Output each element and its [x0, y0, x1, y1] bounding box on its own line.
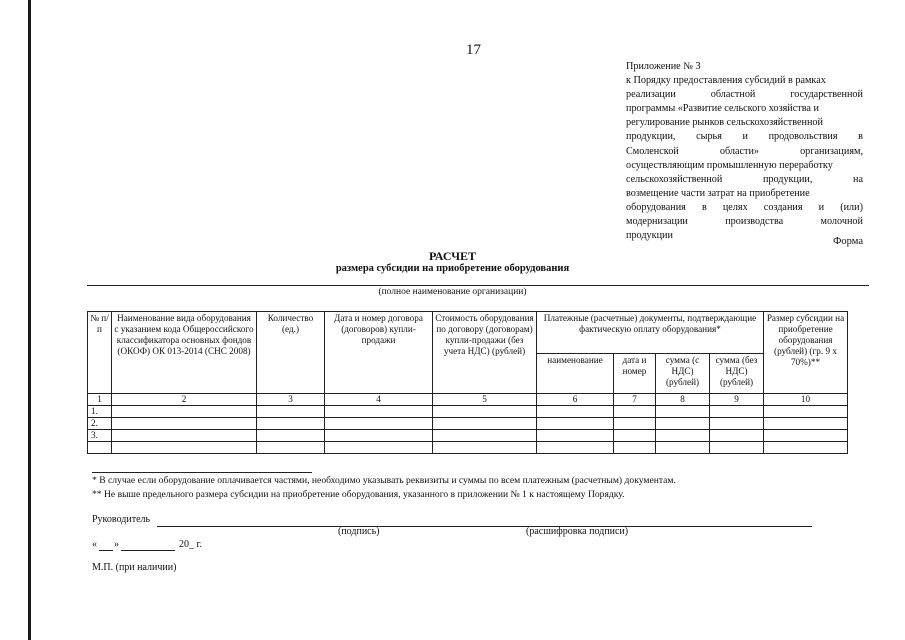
table-cell [656, 430, 710, 442]
appendix-line [626, 130, 863, 144]
table-cell [710, 406, 764, 418]
appendix-word: (или) [840, 201, 863, 213]
date-year: 20_ г. [179, 539, 202, 550]
header-subsidy: Размер субсидии на приобретение оборудования (рублей) (гр. 9 х 70%)** [764, 312, 848, 394]
column-number: 1 [88, 394, 112, 406]
table-cell [433, 406, 537, 418]
header-num: № п/п [88, 312, 112, 394]
appendix-word: производства [725, 216, 784, 228]
appendix-word: продукции, [626, 131, 676, 143]
appendix-line: возмещение части затрат на приобретение [626, 187, 810, 199]
header-sum-without-vat: сумма (без НДС) (рублей) [710, 354, 764, 394]
calculation-table [87, 311, 848, 454]
organization-name-line [87, 285, 869, 286]
row-number: 2. [88, 418, 112, 430]
table-cell [537, 406, 614, 418]
table-cell [325, 418, 433, 430]
appendix-line: к Порядку предоставления субсидий в рамках [626, 75, 826, 87]
header-sum-with-vat: сумма (с НДС) (рублей) [656, 354, 710, 394]
table-cell [257, 430, 325, 442]
appendix-word: в [858, 131, 863, 143]
appendix-word: государственной [790, 89, 863, 101]
appendix-line [626, 145, 863, 159]
header-payment-name: наименование [537, 354, 614, 394]
column-number: 2 [112, 394, 257, 406]
signature-decode-caption: (расшифровка подписи) [526, 526, 629, 537]
signature-line [157, 526, 812, 527]
table-cell [710, 418, 764, 430]
column-number: 4 [325, 394, 433, 406]
form-label: Форма [833, 236, 863, 247]
table-cell [257, 406, 325, 418]
table-cell [710, 442, 764, 454]
appendix-word: продовольствия [768, 131, 838, 143]
appendix-word: организациям, [800, 145, 863, 157]
table-cell [325, 430, 433, 442]
table-cell [433, 418, 537, 430]
table-cell [537, 430, 614, 442]
footnote-separator [92, 472, 312, 473]
table-cell [614, 430, 656, 442]
header-payment-docs: Платежные (расчетные) документы, подтверждающие фактическую оплату оборудования* [537, 312, 764, 354]
appendix-word: реализации [626, 89, 676, 101]
appendix-line [626, 173, 863, 187]
table-cell [614, 442, 656, 454]
appendix-line: продукции [626, 230, 673, 242]
table-cell [764, 442, 848, 454]
appendix-word: в [701, 201, 707, 213]
appendix-word: областной [710, 89, 756, 101]
table-row [88, 430, 848, 442]
table-row [88, 406, 848, 418]
page-number: 17 [466, 42, 481, 58]
table-cell [257, 442, 325, 454]
table-cell [764, 418, 848, 430]
row-number: 1. [88, 406, 112, 418]
header-quantity: Количество (ед.) [257, 312, 325, 394]
date-day-line [99, 550, 113, 551]
appendix-header [626, 60, 863, 243]
header-contract: Дата и номер договора (договоров) купли-продажи [325, 312, 433, 394]
appendix-word: модернизации [626, 216, 688, 228]
table-cell [112, 418, 257, 430]
table-cell [656, 442, 710, 454]
appendix-word: целях [722, 201, 748, 213]
date-open-quote: « [92, 539, 97, 550]
stamp-label: М.П. (при наличии) [92, 562, 177, 573]
header-payment-date: дата и номер [614, 354, 656, 394]
table-cell [614, 406, 656, 418]
table-cell [537, 442, 614, 454]
appendix-word: оборудования [626, 201, 686, 213]
table-cell [764, 406, 848, 418]
column-number: 8 [656, 394, 710, 406]
table-row [88, 418, 848, 430]
appendix-word: молочной [820, 216, 863, 228]
table-cell [764, 430, 848, 442]
header-cost: Стоимость оборудования по договору (договорам) купли-продажи (без учета НДС) (рублей) [433, 312, 537, 394]
row-number: 3. [88, 430, 112, 442]
table-cell [257, 418, 325, 430]
appendix-word: продукции, [762, 173, 813, 185]
appendix-word: сельскохозяйственной [626, 173, 723, 185]
footnote-1: * В случае если оборудование оплачивается частями, необходимо указывать реквизиты и суммы по всем платежным (расчетным) документам. [92, 475, 676, 486]
appendix-line: осуществляющим промышленную переработку [626, 159, 833, 171]
appendix-line: регулирование рынков сельскохозяйственной [626, 117, 823, 129]
signature-caption: (подпись) [338, 526, 380, 537]
table-cell [614, 418, 656, 430]
table-cell [433, 430, 537, 442]
table-row [88, 442, 848, 454]
appendix-word: создания [763, 201, 803, 213]
column-number: 7 [614, 394, 656, 406]
table-cell [112, 442, 257, 454]
appendix-line [626, 201, 863, 215]
organization-caption: (полное наименование организации) [378, 287, 527, 297]
table-cell [112, 406, 257, 418]
date-month-line [121, 550, 175, 551]
row-number [88, 442, 112, 454]
appendix-line: Приложение № 3 [626, 61, 701, 72]
appendix-line [626, 88, 863, 102]
appendix-word: области» [719, 145, 759, 157]
header-equipment-name: Наименование вида оборудования с указанием кода Общероссийского классификатора основных фондов (ОКОФ) ОК 013-2014 (СНС 2008) [112, 312, 257, 394]
document-subtitle: размера субсидии на приобретение оборудования [335, 263, 570, 274]
table-cell [710, 430, 764, 442]
table-cell [112, 430, 257, 442]
appendix-line [626, 215, 863, 229]
footnote-2: ** Не выше предельного размера субсидии на приобретение оборудования, указанного в приложении № 1 к настоящему Порядку. [92, 489, 625, 500]
appendix-word: Смоленской [626, 145, 679, 157]
appendix-word: и [818, 201, 825, 213]
table-cell [656, 418, 710, 430]
column-number: 5 [433, 394, 537, 406]
document-title: РАСЧЕТ [428, 249, 477, 263]
appendix-line: программы «Развитие сельского хозяйства и [626, 103, 819, 115]
appendix-word: и [742, 131, 748, 143]
column-number: 6 [537, 394, 614, 406]
table-cell [537, 418, 614, 430]
appendix-word: сырья [696, 131, 722, 143]
date-close-quote: » [114, 539, 119, 550]
table-cell [325, 406, 433, 418]
head-label: Руководитель [92, 514, 151, 525]
column-number: 3 [257, 394, 325, 406]
appendix-word: на [853, 173, 863, 185]
scan-edge [28, 0, 31, 640]
column-number: 10 [764, 394, 848, 406]
table-cell [433, 442, 537, 454]
table-cell [325, 442, 433, 454]
column-number: 9 [710, 394, 764, 406]
table-cell [656, 406, 710, 418]
